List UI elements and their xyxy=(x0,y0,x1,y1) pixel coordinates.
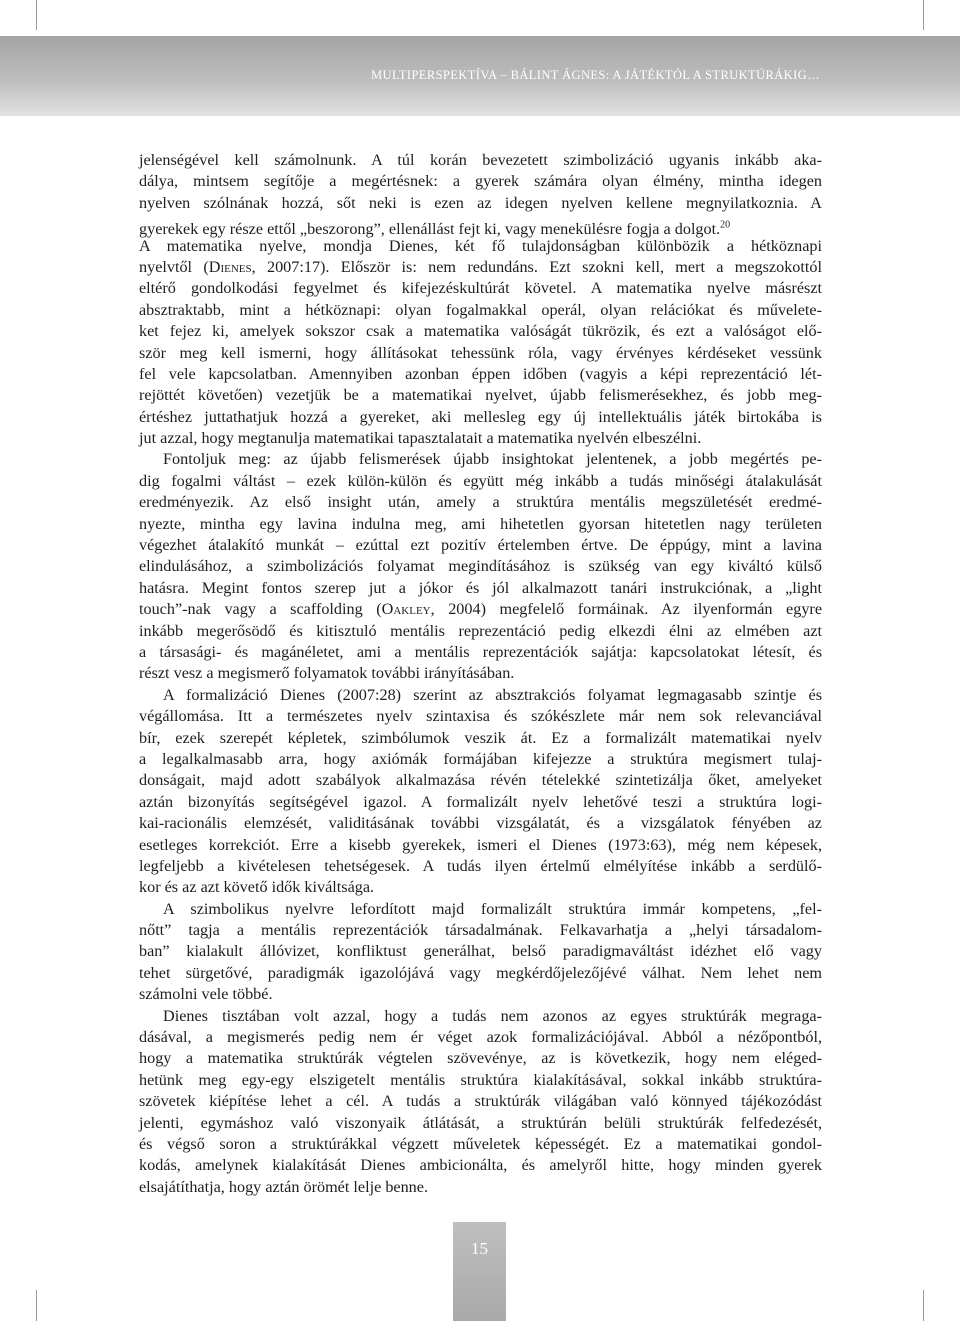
text-line: nyezte, mintha egy lavina indulna meg, ami hihetetlen gyorsan hitetetlen nagy területen xyxy=(139,514,822,533)
text-line: dig fogalmi váltást – ezek külön-külön és együtt még inkább a tudás minőségi átalakulását xyxy=(139,471,822,490)
text-line: A szimbolikus nyelvre lefordított majd formalizált struktúra immár kompetens, „fel- xyxy=(163,899,822,918)
text-line: a társasági- és magánéletet, ami a mentális reprezentációk sajátja: kapcsolatokat létesít, és xyxy=(139,642,822,661)
footnote-ref[interactable]: 20 xyxy=(720,219,731,231)
text-line: legfeljebb a kivételesen tehetségesek. A tudás ilyen értelmű elmélyítése inkább a serdülő- xyxy=(139,856,822,875)
text-line: jut azzal, hogy megtanulja matematikai tapasztalatait a matematika nyelvén elbeszélni. xyxy=(139,429,702,448)
text-line: donságait, majd adott szabályok alkalmazása révén tételekké szintetizálja őket, amelyeket xyxy=(139,771,822,790)
text-line: végezhet átalakító munkát – ezúttal ezt pozitív értelemben értve. De éppúgy, mint a lavina xyxy=(139,536,822,555)
text-line: eltérő gondolkodási fegyelmet és kifejezéskultúrát követel. A matematika nyelve másrészt xyxy=(139,279,822,298)
text-line: ket fejez ki, amelyek sokszor csak a matematika valóságát tükrözik, és ezt a valóságot elő- xyxy=(139,322,822,341)
text-line: számolni vele többé. xyxy=(139,985,273,1004)
text-line: nyelvtől (Dienes, 2007:17). Először is: nem redundáns. Ezt szokni kell, mert a megszokottól xyxy=(139,257,822,276)
text-line: ször meg kell ismerni, hogy állításokat tehessünk róla, vagy érvényes kérdéseket vessünk xyxy=(139,343,822,362)
text-line: végállomása. Itt a természetes nyelv szintaxisa és szókészlete már nem sok relevanciával xyxy=(139,707,822,726)
text-line: tehet sürgetővé, paradigmák igazolójává vagy megkérdőjelezőjévé válhat. Nem lehet nem xyxy=(139,963,822,982)
text-line: nyelven szólnának hozzá, sőt neki is ezen az idegen nyelven kellene megnyilatkoznia. A xyxy=(139,193,822,212)
text-line: és végső soron a struktúrákkal végzett műveletek képességét. Ez a matematikai gondol- xyxy=(139,1134,822,1153)
text-line: absztraktabb, mint a hétköznapi: olyan fogalmakkal operál, olyan relációkat és művelete- xyxy=(139,300,822,319)
text-line: Dienes tisztában volt azzal, hogy a tudás nem azonos az egyes struktúrák megraga- xyxy=(163,1006,822,1025)
text-line: hetünk meg egy-egy elszigetelt mentális struktúra kialakításával, sokkal inkább struktúra- xyxy=(139,1070,822,1089)
article-body xyxy=(139,150,822,1198)
text-line: bír, ezek szerepét képletek, szimbólumok veszik át. Ez a formalizált matematikai nyelv xyxy=(139,728,822,747)
text-line: értéshez juttathatjuk hozzá a gyereket, aki mellesleg egy új intellektuális játék birtokába is xyxy=(139,407,822,426)
text-line: hogy a matematika struktúrák végtelen szövevénye, az is következik, hogy nem eléged- xyxy=(139,1049,822,1068)
text-line: rejöttét követően) vezetjük be a matematikai nyelvet, újabb felismerésekhez, és jobb meg- xyxy=(139,386,822,405)
text-line: a legalkalmasabb arra, hogy axiómák formájában kifejezze a struktúra megismert tulaj- xyxy=(139,749,822,768)
text-line: nőtt” tagja a mentális reprezentációk társadalmának. Felkavarhatja a „helyi társadalom- xyxy=(139,921,822,940)
running-header-title: MULTIPERSPEKTÍVA – BÁLINT ÁGNES: A JÁTÉKTÓL A STRUKTÚRÁKIG… xyxy=(371,68,820,82)
text-line: fel vele kapcsolatban. Amennyiben azonban éppen időben (vagyis a képi reprezentáció lét- xyxy=(139,364,822,383)
text-line: eredményezik. Az első insight után, amely a struktúra mentális megszületését eredmé- xyxy=(139,493,822,512)
text-line: A formalizáció Dienes (2007:28) szerint az absztrakciós folyamat legmagasabb szintje és xyxy=(163,685,822,704)
text-line: Fontoljuk meg: az újabb felismerések újabb insightokat jelentenek, a jobb megértés pe- xyxy=(163,450,822,469)
text-line: hatásra. Megint fontos szerep jut a jókor és jól alkalmazott tanári instrukciónak, a „light xyxy=(139,578,822,597)
text-line: gyerekek egy része ettől „beszorong”, ellenállást fejt ki, vagy menekülésre fogja a dolgot.$^{20}$ xyxy=(139,219,731,238)
cited-author: Oakley xyxy=(381,600,431,619)
crop-mark xyxy=(923,0,924,30)
text-line: dálya, mintsem segítője a megértésnek: a gyerek számára olyan élmény, mintha idegen xyxy=(139,172,822,191)
page-number: 15 xyxy=(471,1239,488,1258)
crop-mark xyxy=(923,1290,924,1321)
text-line: touch”-nak vagy a scaffolding (Oakley, 2004) megfelelő formáinak. Az ilyenformán egyre xyxy=(139,600,823,619)
text-line: aztán bizonyítás segítségével igazol. A formalizált nyelv lehetővé teszi a struktúra logi- xyxy=(139,792,822,811)
text-line: esetleges korrekciót. Erre a kisebb gyerekek, ismeri el Dienes (1973:63), még nem képesek, xyxy=(139,835,822,854)
text-line: elsajátíthatja, hogy aztán örömét lelje benne. xyxy=(139,1177,429,1196)
cited-author: Dienes xyxy=(208,257,252,276)
crop-mark xyxy=(36,1290,37,1321)
page-number-tab xyxy=(453,1222,506,1321)
text-line: inkább megerősödő és kitisztuló mentális reprezentáció pedig elkezdi élni az elmében azt xyxy=(139,621,822,640)
text-line: szövetek kiépítése lehet a cél. A tudás a struktúrák világában való könnyed tájékozódást xyxy=(139,1092,822,1111)
text-line: jelenségével kell számolnunk. A túl korán bevezetett szimbolizáció ugyanis inkább aka- xyxy=(139,151,822,169)
text-line: kodás, amelynek kialakítását Dienes ambicionálta, és amelyről hitte, hogy minden gyerek xyxy=(139,1156,822,1175)
text-line: ban” kialakult állóvizet, konfliktust generálhat, belső paradigmaváltást idézhet elő vagy xyxy=(139,942,822,961)
text-line: A matematika nyelve, mondja Dienes, két fő tulajdonságban különbözik a hétköznapi xyxy=(139,236,822,255)
text-line: kor és az azt követő idők kiváltsága. xyxy=(139,878,375,897)
text-line: jelenti, egymáshoz való viszonyaik átlátását, a struktúrán belüli struktúrák felfedezését, xyxy=(139,1113,822,1132)
text-line: kai-racionális elemzését, validitásának további vizsgálatát, és a vizsgálatok fényében az xyxy=(139,814,822,833)
text-line: elindulásához, a szimbolizációs folyamat megindításához is szükség van egy kiváltó külső xyxy=(139,557,822,576)
text-line: dásával, a megismerés pedig nem ér véget azok formalizációjával. Abból a nézőpontból, xyxy=(139,1028,822,1047)
text-line: részt vesz a megismerő folyamatok további irányításában. xyxy=(139,664,515,683)
crop-mark xyxy=(36,0,37,30)
